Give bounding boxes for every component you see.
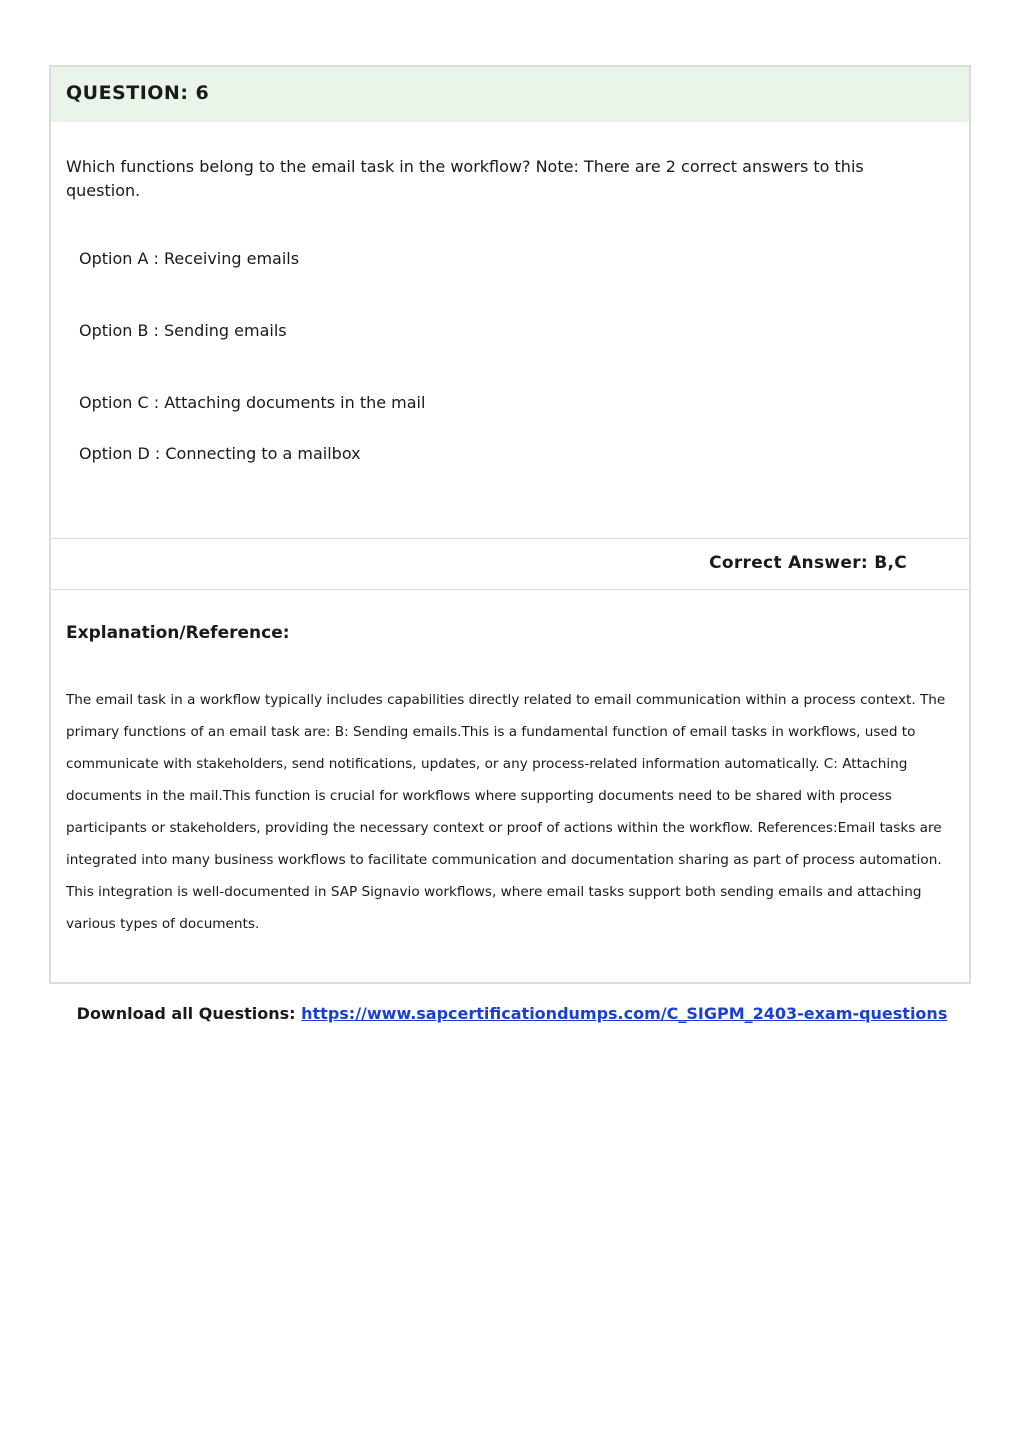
explanation-title: Explanation/Reference: <box>66 623 290 643</box>
option-d: Option D : Connecting to a mailbox <box>79 444 361 463</box>
download-label: Download all Questions: <box>76 1004 296 1023</box>
download-link[interactable]: https://www.sapcertificationdumps.com/C_SIGPM_2403-exam-questions <box>301 1004 948 1023</box>
explanation-body: The email task in a workflow typically includes capabilities directly related to email communication within a process context. The primary functions of an email task are: B: Sending emails.This is a fundamental function of email tasks in workflows, used to communicate with stakeholders, send notifications, updates, or any process-related information automatically. C: Attaching documents in the mail.This function is crucial for workflows where supporting documents need to be shared with process participants or stakeholders, providing the necessary context or proof of actions within the workflow. References:Email tasks are integrated into many business workflows to facilitate communication and documentation sharing as part of process automation. This integration is well-documented in SAP Signavio workflows, where email tasks support both sending emails and attaching various types of documents. <box>66 692 946 932</box>
option-b: Option B : Sending emails <box>79 321 287 340</box>
option-a: Option A : Receiving emails <box>79 249 300 268</box>
correct-answer: Correct Answer: B,C <box>709 553 907 573</box>
divider <box>51 589 969 590</box>
option-c: Option C : Attaching documents in the mail <box>79 393 426 412</box>
question-title: QUESTION: 6 <box>66 82 210 104</box>
question-header <box>51 67 969 122</box>
download-footer <box>0 1004 1024 1023</box>
question-card <box>49 65 971 984</box>
divider <box>51 538 969 539</box>
question-text: Which functions belong to the email task in the workflow? Note: There are 2 correct answers to this question. <box>66 157 864 200</box>
